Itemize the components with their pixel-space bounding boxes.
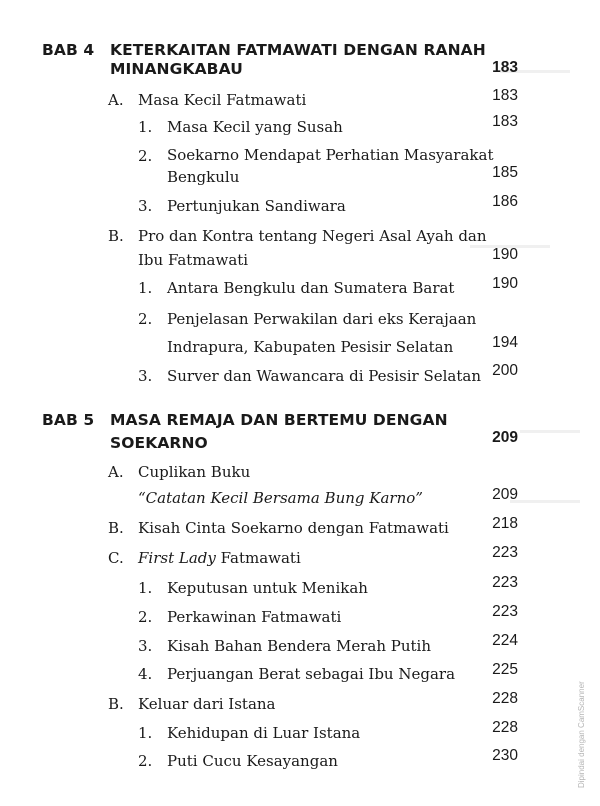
subsection-page-number: 223: [492, 603, 518, 620]
section-page-number: 218: [492, 515, 518, 532]
subsection-page-number: 225: [492, 661, 518, 678]
section-title: Cuplikan Buku: [138, 463, 251, 481]
scanner-watermark-text: Dipindai dengan CamScanner: [577, 681, 586, 788]
chapter-page-number: 183: [492, 59, 518, 76]
section-page-number: 183: [492, 87, 518, 104]
subsection-page-number: 230: [492, 747, 518, 764]
subsection-page-number: 183: [492, 113, 518, 130]
subsection-title: Penjelasan Perwakilan dari eks Kerajaan: [167, 310, 477, 328]
subsection-page-number: 224: [492, 632, 518, 649]
section-letter: A.: [108, 463, 124, 481]
section-letter: C.: [108, 549, 124, 567]
section-letter: B.: [108, 519, 124, 537]
subsection-title: Pertunjukan Sandiwara: [167, 197, 346, 215]
chapter-title: KETERKAITAN FATMAWATI DENGAN RANAH: [110, 41, 486, 59]
chapter-label: BAB 4: [42, 41, 95, 59]
subsection-number: 3.: [138, 367, 153, 385]
section-page-number: 209: [492, 486, 518, 503]
subsection-number: 1.: [138, 118, 153, 136]
show-through-mark: [520, 430, 580, 433]
show-through-mark: [510, 500, 580, 503]
subsection-page-number: 194: [492, 334, 518, 351]
chapter-page-number: 209: [492, 429, 518, 446]
subsection-page-number: 185: [492, 164, 518, 181]
subsection-page-number: 223: [492, 574, 518, 591]
subsection-title: Indrapura, Kabupaten Pesisir Selatan: [167, 338, 454, 356]
chapter-label: BAB 5: [42, 411, 95, 429]
section-page-number: 228: [492, 690, 518, 707]
subsection-page-number: 200: [492, 362, 518, 379]
section-page-number: 223: [492, 544, 518, 561]
subsection-page-number: 228: [492, 719, 518, 736]
subsection-title: Kehidupan di Luar Istana: [167, 724, 361, 742]
subsection-number: 3.: [138, 197, 153, 215]
subsection-title: Soekarno Mendapat Perhatian Masyarakat: [167, 146, 494, 164]
section-title: Ibu Fatmawati: [138, 251, 249, 269]
section-letter: B.: [108, 227, 124, 245]
chapter-title: MINANGKABAU: [110, 60, 243, 78]
subsection-number: 1.: [138, 724, 153, 742]
subsection-title: Keputusan untuk Menikah: [167, 579, 368, 597]
subsection-title: Masa Kecil yang Susah: [167, 118, 343, 136]
subsection-title: Perkawinan Fatmawati: [167, 608, 342, 626]
subsection-number: 2.: [138, 608, 153, 626]
section-title: [138, 548, 301, 568]
subsection-page-number: 186: [492, 193, 518, 210]
subsection-title: Antara Bengkulu dan Sumatera Barat: [167, 279, 455, 297]
subsection-number: 1.: [138, 279, 153, 297]
section-title: Masa Kecil Fatmawati: [138, 91, 307, 109]
section-title-rest: Fatmawati: [215, 549, 301, 567]
subsection-title: Perjuangan Berat sebagai Ibu Negara: [167, 665, 456, 683]
subsection-number: 2.: [138, 310, 153, 328]
section-letter: A.: [108, 91, 124, 109]
chapter-title: SOEKARNO: [110, 434, 208, 452]
subsection-number: 2.: [138, 147, 153, 165]
subsection-title: Bengkulu: [167, 168, 240, 186]
subsection-title: Surver dan Wawancara di Pesisir Selatan: [167, 367, 482, 385]
subsection-number: 3.: [138, 637, 153, 655]
section-page-number: 190: [492, 246, 518, 263]
section-title: Keluar dari Istana: [138, 695, 276, 713]
section-title: Pro dan Kontra tentang Negeri Asal Ayah dan: [138, 227, 487, 245]
section-title: Kisah Cinta Soekarno dengan Fatmawati: [138, 519, 449, 537]
chapter-title: MASA REMAJA DAN BERTEMU DENGAN: [110, 411, 448, 429]
section-letter: B.: [108, 695, 124, 713]
subsection-number: 1.: [138, 579, 153, 597]
section-title: “Catatan Kecil Bersama Bung Karno”: [138, 489, 423, 507]
scanner-watermark: [577, 668, 589, 788]
subsection-page-number: 190: [492, 275, 518, 292]
subsection-title: Puti Cucu Kesayangan: [167, 752, 338, 770]
subsection-number: 4.: [138, 665, 153, 683]
subsection-number: 2.: [138, 752, 153, 770]
subsection-title: Kisah Bahan Bendera Merah Putih: [167, 637, 432, 655]
section-title-italic: First Lady: [138, 549, 216, 567]
